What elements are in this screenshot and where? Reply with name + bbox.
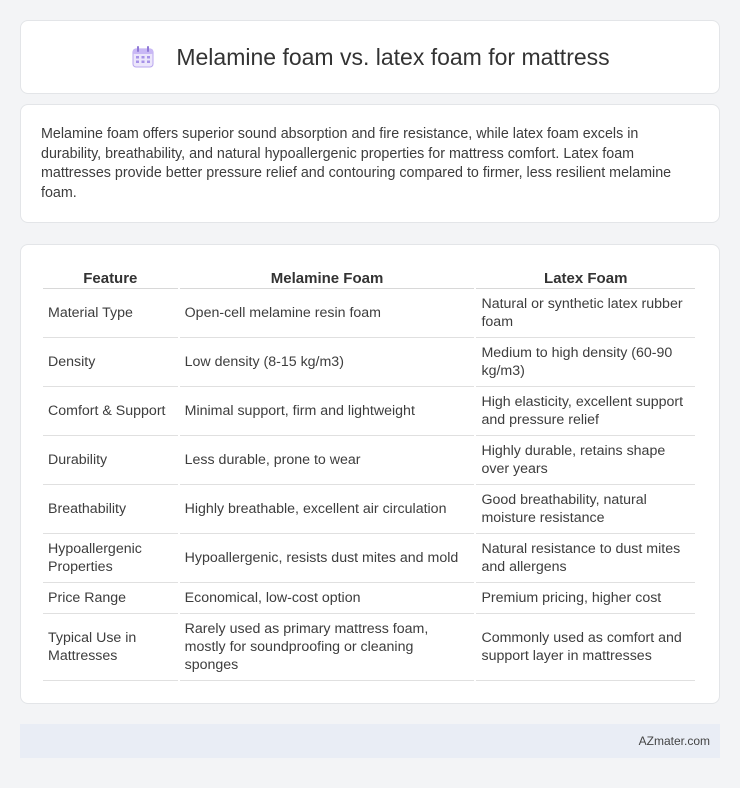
table-row: [43, 387, 695, 436]
latex-cell: Natural resistance to dust mites and allergens: [476, 534, 695, 583]
melamine-cell: Open-cell melamine resin foam: [180, 289, 475, 338]
melamine-cell: Minimal support, firm and lightweight: [180, 387, 475, 436]
comparison-card: [20, 244, 720, 704]
melamine-cell: Rarely used as primary mattress foam, mostly for soundproofing or cleaning sponges: [180, 614, 475, 681]
melamine-cell: Highly breathable, excellent air circulation: [180, 485, 475, 534]
feature-cell: Typical Use in Mattresses: [43, 614, 178, 681]
comparison-table: [41, 265, 697, 681]
melamine-cell: Economical, low-cost option: [180, 583, 475, 614]
table-row: [43, 338, 695, 387]
latex-cell: Natural or synthetic latex rubber foam: [476, 289, 695, 338]
feature-cell: Durability: [43, 436, 178, 485]
table-row: [43, 534, 695, 583]
melamine-cell: Hypoallergenic, resists dust mites and mold: [180, 534, 475, 583]
table-row: [43, 436, 695, 485]
table-header-row: [43, 265, 695, 289]
intro-text: Melamine foam offers superior sound absorption and fire resistance, while latex foam excels in durability, breathability, and natural hypoallergenic properties for mattress comfort. Latex foam mattresses provide better pressure relief and contouring compared to firmer, less resilient melamine foam.: [41, 126, 672, 201]
calendar-icon: [130, 44, 156, 70]
melamine-cell: Low density (8-15 kg/m3): [180, 338, 475, 387]
intro-card: [20, 104, 720, 223]
page-title: Melamine foam vs. latex foam for mattress: [176, 43, 610, 70]
table-row: [43, 485, 695, 534]
title-card: [20, 20, 720, 94]
header-melamine: Melamine Foam: [180, 265, 475, 289]
feature-cell: Comfort & Support: [43, 387, 178, 436]
latex-cell: Commonly used as comfort and support layer in mattresses: [476, 614, 695, 681]
melamine-cell: Less durable, prone to wear: [180, 436, 475, 485]
feature-cell: Price Range: [43, 583, 178, 614]
latex-cell: Good breathability, natural moisture resistance: [476, 485, 695, 534]
footer: [20, 724, 720, 758]
feature-cell: Material Type: [43, 289, 178, 338]
feature-cell: Density: [43, 338, 178, 387]
table-row: [43, 289, 695, 338]
latex-cell: Premium pricing, higher cost: [476, 583, 695, 614]
header-feature: Feature: [43, 265, 178, 289]
latex-cell: Medium to high density (60-90 kg/m3): [476, 338, 695, 387]
latex-cell: High elasticity, excellent support and pressure relief: [476, 387, 695, 436]
header-latex: Latex Foam: [476, 265, 695, 289]
footer-source[interactable]: AZmater.com: [638, 734, 710, 748]
table-row: [43, 614, 695, 681]
latex-cell: Highly durable, retains shape over years: [476, 436, 695, 485]
feature-cell: Hypoallergenic Properties: [43, 534, 178, 583]
table-row: [43, 583, 695, 614]
feature-cell: Breathability: [43, 485, 178, 534]
